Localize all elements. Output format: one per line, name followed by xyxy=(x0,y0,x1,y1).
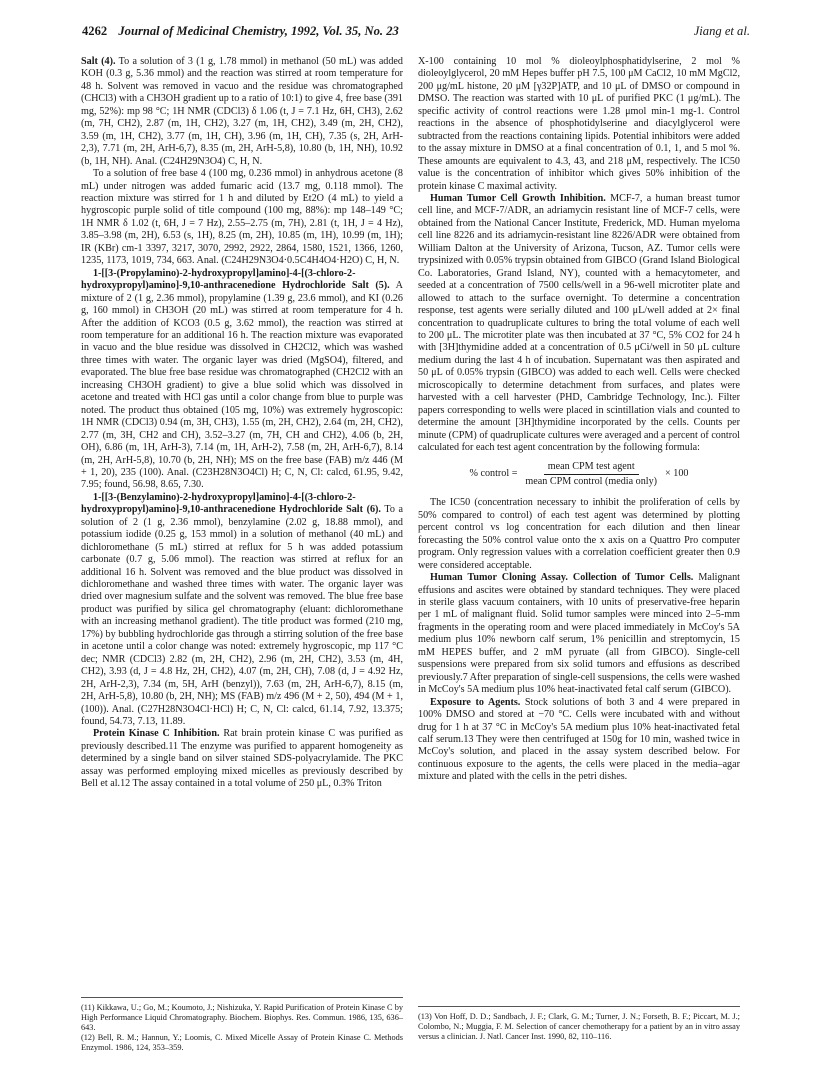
paragraph-text: Malignant effusions and ascites were obtained by standard techniques. They were placed in sterile glass vacuum containers, with 10 units of preservative-free heparin per 1 mL of malignant fluid. Solid tumor samples were minced into 2–5-mm fragments in the operating room and were placed immediately in McCoy's 5A medium plus 10% newborn calf serum, 1% penicillin and streptomycin, 15 mM HEPES buffer, and 2 mM pyruate (all from GIBCO). Single-cell suspensions were prepared from six solid tumors and effusions as described previously.7 After preparation of single-cell suspensions, the cells were washed in McCoy's 5A medium plus 10% heat-inactivated fetal calf serum (GIBCO). xyxy=(418,572,740,696)
paragraph-text: To a solution of 2 (1 g, 2.36 mmol), benzylamine (2.02 g, 18.88 mmol), and potassium iodide (0.25 g, 153 mmol) in a solution of methanol (40 mL) and dichloromethane (5 mL) stirred at reflux for 5 h was added potassium carbonate (0.7 g, 5.06 mmol). The reaction was stirred at reflux for an additional 16 h. Solvent was removed and the blue product was dissolved in dichloromethane and washed three times with water. The organic layer was dried over magnesium sulfate and the solvent was removed. The blue free base product was purified by silica gel chromatography (eluant: dichloromethane with an increasing methanol gradient). The title product was formed (210 mg, 17%) by bubbling hydrochloride gas through a stirring solution of the free base in acetone until a color change was noted: extremely hygroscopic, mp 117 °C dec; NMR (CDCl3) 2.82 (m, 2H, CH2), 2.96 (m, 2H, CH2), 3.53 (m, 4H, CH2), 3.93 (d, J = 4.8 Hz, 2H, CH2), 4.07 (m, 2H, CH), 7.08 (d, J = 4.92 Hz, 2H, ArH-2,3), 7.34 (m, 5H, ArH (benzyl)), 7.63 (m, 2H, ArH-6,7), 8.15 (m, 2H, ArH-5,8), 10.80 (b, 2H, NH); MS (FAB) m/z 496 (M + 2, 50), 494 (M + 1, (100)). Anal. (C27H28N3O4Cl·HCl) H; C, N, Cl: calcd, 61.14, 7.92, 13.375; found, 54.73, 7.13, 11.89. xyxy=(81,504,403,728)
formula-lhs: % control = xyxy=(469,468,518,480)
paragraph-heading: Human Tumor Cloning Assay. Collection of Tumor Cells. xyxy=(430,572,694,584)
footnote-13: (13) Von Hoff, D. D.; Sandbach, J. F.; Clark, G. M.; Turner, J. N.; Forseth, B. F.; Piccart, M. J.; Colombo, N.; Muggia, F. M. Selection of cancer chemotherapy for a patient by an in vitro assay versus a clinician. J. Natl. Cancer Inst. 1990, 82, 110–116. xyxy=(418,1012,740,1042)
paragraph: X-100 containing 10 mol % dioleoylphosphatidylserine, 2 mol % dioleoylglycerol, 20 mM Hepes buffer pH 7.5, 100 μM CaCl2, 10 mM MgCl2, 200 μg/mL histone, 20 μM [γ32P]ATP, and 10 μL of DMSO or compound in DMSO. The reaction was started with 10 μL of purified PKC (1 μg/mL). The specific activity of control reactions were 1.28 μmol min-1 mg-1. Control reactions in the absence of phosphotidylserine and diacylglycerol were subtracted from the reactions containing lipids. Potential inhibitors were added to the assay mixture in DMSO at a final concentration of 0.1, 1, and 5 mol %. These amounts are equivalent to 4.3, 43, and 218 μM, respectively. The IC50 value is the concentration of inhibitor which gives 50% inhibition of the protein kinase C maximal activity. xyxy=(418,56,740,192)
journal-citation: Journal of Medicinal Chemistry, 1992, Vol. 35, No. 23 xyxy=(118,24,399,38)
paragraph-heading: 1-[[3-(Propylamino)-2-hydroxypropyl]amino]-4-[(3-chloro-2-hydroxypropyl)amino]-9,10-anthracenedione Hydrochloride Salt (5). xyxy=(81,267,390,292)
formula-denominator: mean CPM control (media only) xyxy=(525,475,658,487)
paragraph-heading: Salt (4). xyxy=(81,56,116,67)
paragraph xyxy=(418,193,740,455)
running-author: Jiang et al. xyxy=(693,24,750,38)
paragraph xyxy=(81,56,403,168)
percent-control-formula xyxy=(418,461,740,489)
formula-rhs: × 100 xyxy=(665,468,689,480)
paragraph xyxy=(81,268,403,492)
paragraph-heading: Protein Kinase C Inhibition. xyxy=(93,728,220,740)
footnotes-right xyxy=(418,1006,740,1042)
paragraph: To a solution of free base 4 (100 mg, 0.236 mmol) in anhydrous acetone (8 mL) under nitrogen was added fumaric acid (13.7 mg, 0.118 mmol). The reaction mixture was stirred for 1 h and diluted by Et2O (4 mL) to yield a hygroscopic purple solid of title compound (100 mg, 88%): mp 148–149 °C; 1H NMR δ 1.02 (t, 6H, J = 7 Hz), 2.55–2.75 (m, 7H), 2.81 (t, 1H, J = 4 Hz), 3.85–3.98 (m, 2H), 6.53 (s, 1H), 8.25 (m, 2H), 10.85 (m, 1H), 10.99 (m, 1H); IR (KBr) cm-1 3397, 3217, 3070, 2992, 2922, 2864, 1580, 1521, 1366, 1260, 1235, 1173, 1019, 734, 663. Anal. (C24H29N3O4·0.5C4H4O4·H2O) C, H, N. xyxy=(81,168,403,267)
footnotes-left xyxy=(81,997,403,1053)
formula-numerator: mean CPM test agent xyxy=(544,461,639,475)
paragraph-heading: 1-[[3-(Benzylamino)-2-hydroxypropyl]amino]-4-[(3-chloro-2-hydroxypropyl)amino]-9,10-anthracenedione Hydrochloride Salt (6). xyxy=(81,491,381,516)
page-number: 4262 xyxy=(82,24,108,38)
paragraph-heading: Exposure to Agents. xyxy=(430,696,521,708)
paragraph-heading: Human Tumor Cell Growth Inhibition. xyxy=(430,192,606,204)
footnote-11: (11) Kikkawa, U.; Go, M.; Koumoto, J.; Nishizuka, Y. Rapid Purification of Protein Kinase C by High Performance Liquid Chromatography. Biochem. Biophys. Res. Commun. 1986, 135, 636–643. xyxy=(81,1003,403,1033)
paragraph xyxy=(418,697,740,784)
left-column xyxy=(81,56,403,791)
paragraph-text: MCF-7, a human breast tumor cell line, and MCF-7/ADR, an adriamycin resistant line of MCF-7 cells, were obtained from the National Cancer Institute, Frederick, MD. Human myeloma cell line 8226 and its adriamycin-resistant line 8226/ADR were obtained from William Dalton at the University of Arizona, Tucson, AZ. Tumor cells were trypsinized with 0.05% trypsin obtained from GIBCO (Grand Island Biological Co. Laboratories, Grand Island, NY), counted with a hemacytometer, and seeded at a concentration of 7500 cells/well in a 96-well microtiter plate and allowed to attach to the surface overnight. To determine a concentration response, test agents were serially diluted and 100 μL/well added at 2× final concentration to quadruplicate cultures to bring the total volume of each well to 200 μL. The microtiter plate was then incubated at 37 °C, 5% CO2 for 24 h with [3H]thymidine added at a concentration of 0.5 μCi/well in 50 μL culture medium during the last 4 h of incubation. Supernatant was then aspirated and 50 μL of 0.05% trypsin (GIBCO) was added to each well. Cells were checked microscopically to determine detachment from surfaces, and plates were harvested with a cell harvester (PHD, Cambridge Technology, Inc.). Filter papers corresponding to wells were placed in scintillation vials and counted to determine the amount [3H]thymidine incorporated by the cells. Counts per minute (CPM) of quadruplicate cultures were averaged and a percent of control calculated for each test agent concentration by the following formula: xyxy=(418,192,741,454)
footnote-12: (12) Bell, R. M.; Hannun, Y.; Loomis, C. Mixed Micelle Assay of Protein Kinase C. Methods Enzymol. 1986, 124, 353–359. xyxy=(81,1033,403,1053)
running-header xyxy=(82,22,750,40)
paragraph xyxy=(81,492,403,729)
paragraph xyxy=(418,572,740,697)
formula-fraction xyxy=(521,461,661,489)
paragraph-text: Stock solutions of both 3 and 4 were prepared in 100% DMSO and stored at −70 °C. Cells were incubated with and without drug for 1 h at 37 °C in McCoy's 5A medium plus 10% heat-inactivated fetal calf serum.13 They were then centrifuged at 150g for 10 min, washed twice in McCoy's solution, and placed in the assay system described below. For continuous exposure to the agents, the cells were placed in the media–agar mixture and plated with the cells in the petri dishes. xyxy=(418,696,740,783)
paragraph xyxy=(81,728,403,790)
paragraph: The IC50 (concentration necessary to inhibit the proliferation of cells by 50% compared to control) of each test agent was determined by plotting percent control vs log concentration for each dilution and then linear forecasting the 50% control value onto the x axis on a Quattro Pro computer program. Only regression values with a correlation coefficient greater then 0.9 were considered acceptable. xyxy=(418,497,740,571)
paragraph-text: A mixture of 2 (1 g, 2.36 mmol), propylamine (1.39 g, 23.6 mmol), and KI (0.26 g, 160 mmol) in CH3OH (20 mL) was stirred at room temperature for 4 h. After the addition of KCO3 (0.5 g, 3.62 mmol), the reaction was stirred at room temperature for an additional 16 h. The reaction mixture was evaporated in vacuo and the blue residue was dissolved in CH2Cl2, which was washed three times with water. The organic layer was dried (MgSO4), filtered, and evaporated. The blue free base residue was chromatographed (CH2Cl2 with an increasing CH3OH gradient) to give a blue solid which was dissolved in acetone and treated with HCl gas until a color change from blue to purple was noted. The product thus obtained (105 mg, 10%) was extremely hygroscopic: 1H NMR (CDCl3) 0.94 (m, 3H, CH3), 1.55 (m, 2H, CH2), 2.64 (m, 2H, CH2), 2.77 (m, 3H, CH2 and CH), 3.52–3.27 (m, 7H, CH and CH2), 4.06 (b, 2H, OH), 6.86 (m, 1H, ArH-3), 7.14 (m, 1H, ArH-2), 7.58 (m, 2H, ArH-6,7), 8.14 (m, 2H, ArH-5,8), 10.70 (b, 2H, NH); MS on the free base (FAB) m/z 446 (M + 1, 20), 235 (100). Anal. (C23H28N3O4Cl) H; C, N, Cl: calcd, 61.95, 9.42, 7.95; found, 56.98, 8.65, 7.30. xyxy=(81,280,403,491)
paragraph-text: To a solution of 3 (1 g, 1.78 mmol) in methanol (50 mL) was added KOH (0.3 g, 5.36 mmol) and the reaction was stirred at room temperature for 48 h. Solvent was removed in vacuo and the residue was chromatographed (CHCl3) with a CH3OH gradient up to a ratio of 10:1) to give 4, free base (391 mg, 52%): mp 98 °C; 1H NMR (CDCl3) δ 1.06 (t, J = 7.1 Hz, 6H, CH3), 2.62 (m, 7H, CH2), 2.87 (m, 1H, CH2), 3.27 (m, 1H, CH2), 3.49 (m, 2H, CH2), 3.59 (m, 1H, CH2), 3.77 (m, 1H, CH), 3.96 (m, 1H, CH), 7.35 (s, 2H, ArH-2,3), 7.71 (m, 2H, ArH-6,7), 8.35 (m, 2H, ArH-5,8), 10.80 (b, 1H, NH), 10.92 (b, 1H, NH). Anal. (C24H29N3O4) C, H, N. xyxy=(81,56,403,167)
paragraph-text: Rat brain protein kinase C was purified as previously described.11 The enzyme was purified to apparent homogeneity as determined by a single band on silver stained SDS-polyacrylamide. The PKC assay was performed employing mixed micelles as previously described by Bell et al.12 The assay contained in a total volume of 250 μL, 0.3% Triton xyxy=(81,728,403,790)
right-column xyxy=(418,56,740,784)
